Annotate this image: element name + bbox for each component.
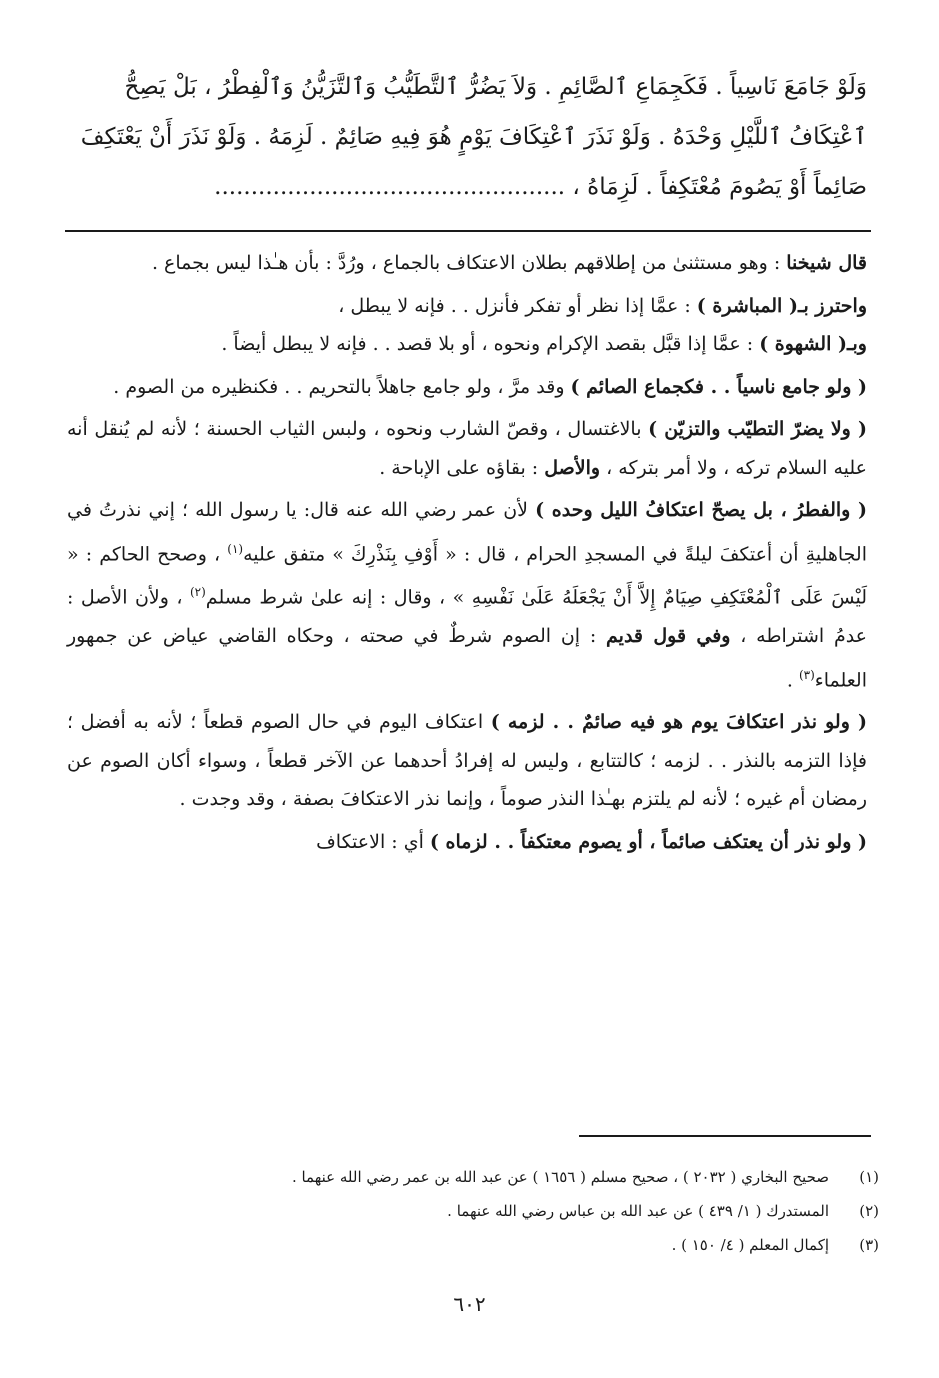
paragraph-text: : إن الصوم شرطٌ في صحته ، وحكاه القاضي عياض عن جمهور العلماء bbox=[67, 625, 867, 691]
paragraph-text: بالاغتسال ، وقصّ الشارب ونحوه ، ولبس الثياب الحسنة ؛ لأنه لم يُنقل أنه عليه السلام تركه ، ولا أمر بتركه ، bbox=[67, 418, 867, 479]
paragraph-text: . bbox=[786, 668, 799, 691]
footnote-ref[interactable]: (٣) bbox=[798, 667, 815, 682]
footnote-divider bbox=[579, 1135, 871, 1137]
footnote bbox=[69, 1160, 879, 1194]
footnote-number: (٣) bbox=[859, 1236, 879, 1254]
bold-term: واحترز بـ( المباشرة ) bbox=[696, 294, 867, 317]
bold-term: ( ولو نذر أن يعتكف صائماً ، أو يصوم معتكفاً . . لزماه ) bbox=[429, 830, 867, 853]
bold-term: وفي قول قديم bbox=[606, 625, 731, 648]
paragraph-text: : عمَّا إذا نظر أو تفكر فأنزل . . فإنه لا يبطل ، bbox=[338, 294, 697, 317]
sharh-paragraph bbox=[67, 703, 867, 819]
bold-term: وبـ( الشهوة ) bbox=[759, 333, 867, 355]
sharh-paragraph bbox=[67, 287, 867, 364]
paragraph-text: اعتكاف اليوم في حال الصوم قطعاً ؛ لأنه به أفضل ؛ فإذا التزمه بالنذر . . لزمه ؛ كالتتابع ، وليس له إفرادُ أحدهما عن الآخر قطعاً ، وسواء أكان الصوم عن رمضان أم غيره ؛ لأنه لم يلتزم بهـٰذا النذر صوماً ، وإنما نذر الاعتكافَ بصفة ، وقد وجدت . bbox=[67, 711, 867, 811]
section-divider bbox=[65, 230, 871, 232]
matn-line-text: صَائِماً أَوْ يَصُومَ مُعْتَكِفاً . لَزِمَاهُ ، bbox=[572, 174, 867, 200]
footnotes bbox=[69, 1160, 879, 1262]
footnote-text: صحيح البخاري ( ٢٠٣٢ ) ، صحيح مسلم ( ١٦٥٦ ) عن عبد الله بن عمر رضي الله عنهما . bbox=[291, 1168, 829, 1186]
matn-line: وَلَوْ جَامَعَ نَاسِياً . فَكَجِمَاعِ ٱلصَّائِمِ . وَلاَ يَضُرُّ ٱلتَّطَيُّبُ وَٱلتَّزَيُّنُ وَٱلْفِطْرُ ، بَلْ يَصِحُّ bbox=[124, 74, 867, 100]
page-number: ٦٠٢ bbox=[453, 1292, 486, 1316]
footnote-ref[interactable]: (٢) bbox=[189, 585, 206, 600]
footnote bbox=[69, 1228, 879, 1262]
sharh-paragraph bbox=[67, 491, 867, 699]
bold-term: ( ولو جامع ناسياً . . فكجماع الصائم ) bbox=[570, 375, 867, 398]
bold-term: ( والفطرُ ، بل يصحّ اعتكافُ الليل وحده ) bbox=[535, 499, 867, 521]
paragraph-text: وقد مرَّ ، ولو جامع جاهلاً بالتحريم . . فكنظيره من الصوم . bbox=[113, 375, 571, 398]
sharh-paragraph bbox=[67, 823, 867, 862]
matn-line bbox=[67, 162, 867, 212]
sharh-paragraph bbox=[67, 244, 867, 283]
paragraph-text: : وهو مستثنىٰ من إطلاقهم بطلان الاعتكاف بالجماع ، ورُدَّ : بأن هـٰذا ليس بجماع . bbox=[151, 252, 787, 274]
sharh-paragraph bbox=[67, 368, 867, 407]
sharh-text bbox=[67, 244, 867, 865]
bold-term: قال شيخنا bbox=[786, 252, 867, 274]
paragraph-text: : بقاؤه على الإباحة . bbox=[379, 456, 545, 479]
bold-term: والأصل bbox=[544, 456, 601, 479]
footnote-ref[interactable]: (١) bbox=[227, 541, 244, 556]
bold-term: ( ولا يضرّ التطيّب والتزيّن ) bbox=[648, 418, 867, 440]
paragraph-text: ، وصحح الحاكم : « لَيْسَ عَلَى ٱلْمُعْتَكِفِ صِيَامٌ إِلاَّ أَنْ يَجْعَلَهُ عَلَىٰ نَفْسِهِ » ، وقال : إنه علىٰ شرط مسلم bbox=[67, 542, 867, 609]
footnote bbox=[69, 1194, 879, 1228]
bold-term: ( ولو نذر اعتكافَ يوم هو فيه صائمٌ . . لزمه ) bbox=[490, 711, 867, 734]
footnote-text: المستدرك ( ١/ ٤٣٩ ) عن عبد الله بن عباس رضي الله عنهما . bbox=[447, 1202, 829, 1220]
matn-line: ٱعْتِكَافُ ٱللَّيْلِ وَحْدَهُ . وَلَوْ نَذَرَ ٱعْتِكَافَ يَوْمٍ هُوَ فِيهِ صَائِمٌ . لَزِمَهُ . وَلَوْ نَذَرَ أَنْ يَعْتَكِفَ bbox=[80, 124, 867, 150]
footnote-number: (٢) bbox=[859, 1202, 879, 1220]
paragraph-text: لأن عمر رضي الله عنه قال: يا رسول الله ؛ إني نذرتُ في الجاهليةِ أن أعتكفَ ليلةً في المسجدِ الحرام ، قال : « أَوْفِ بِنَذْرِكَ » متفق عليه bbox=[67, 499, 867, 565]
paragraph-text: ، ولأن الأصل : عدمُ اشتراطه ، bbox=[67, 586, 868, 648]
matn-text bbox=[67, 62, 867, 212]
sharh-paragraph bbox=[67, 410, 867, 487]
matn-dots: ................................................ bbox=[214, 174, 566, 200]
footnote-number: (١) bbox=[859, 1168, 879, 1186]
footnote-text: إكمال المعلم ( ٤/ ١٥٠ ) . bbox=[671, 1236, 829, 1254]
paragraph-text: : عمَّا إذا قبَّل بقصد الإكرام ونحوه ، أو بلا قصد . . فإنه لا يبطل أيضاً . bbox=[221, 333, 760, 355]
paragraph-text: أي : الاعتكاف bbox=[316, 830, 430, 853]
